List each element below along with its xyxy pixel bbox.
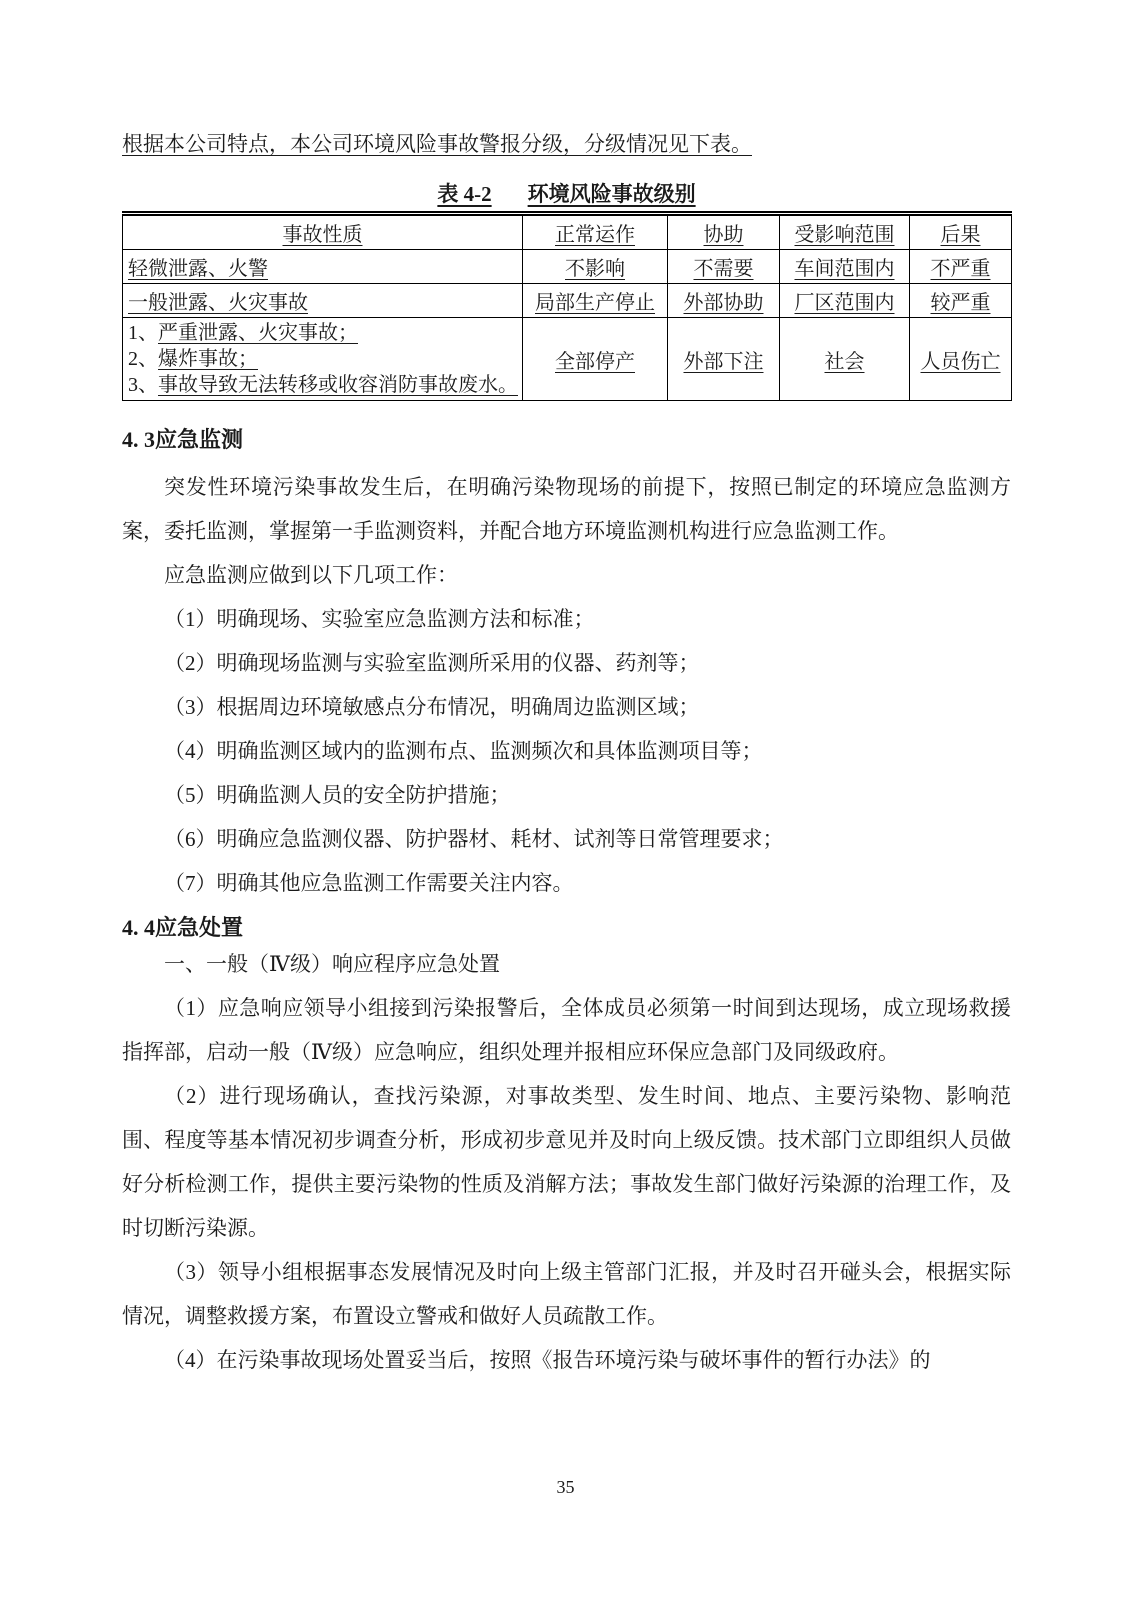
section-4-3-heading [122, 426, 1011, 454]
cell-nature: 轻微泄露、火警 [123, 250, 523, 284]
response-step-1: （1）应急响应领导小组接到污染报警后，全体成员必须第一时间到达现场，成立现场救援指挥部，启动一般（Ⅳ级）应急响应，组织处理并报相应环保应急部门及同级政府。 [122, 996, 1011, 1064]
table-row [123, 318, 1012, 401]
cell-scope: 车间范围内 [780, 250, 910, 284]
response-step-4: （4）在污染事故现场处置妥当后，按照《报告环境污染与破坏事件的暂行办法》的 [164, 1348, 931, 1372]
table-row [123, 250, 1012, 284]
nature-list-item: 2、爆炸事故； [128, 348, 258, 370]
cell-scope: 社会 [780, 318, 910, 401]
cell-nature-list [123, 318, 523, 401]
risk-level-table [122, 211, 1012, 401]
header-normal-operation: 正常运作 [523, 214, 668, 250]
section-4-4-title: 应急处置 [155, 915, 244, 940]
nature-list-item: 1、严重泄露、火灾事故； [128, 322, 358, 344]
response-step-3: （3）领导小组根据事态发展情况及时向上级主管部门汇报，并及时召开碰头会，根据实际情况，调整救援方案，布置设立警戒和做好人员疏散工作。 [122, 1260, 1011, 1328]
intro-paragraph [122, 122, 1011, 166]
cell-nature: 一般泄露、火灾事故 [123, 284, 523, 318]
response-step-2: （2）进行现场确认，查找污染源，对事故类型、发生时间、地点、主要污染物、影响范围、程度等基本情况初步调查分析，形成初步意见并及时向上级反馈。技术部门立即组织人员做好分析检测工作，提供主要污染物的性质及消解方法；事故发生部门做好污染源的治理工作，及时切断污染源。 [122, 1084, 1011, 1240]
cell-consequence: 人员伤亡 [910, 318, 1012, 401]
cell-assist: 不需要 [668, 250, 780, 284]
section-4-3-lead-in: 应急监测应做到以下几项工作： [164, 563, 458, 587]
cell-assist: 外部协助 [668, 284, 780, 318]
table-caption-inner [437, 182, 695, 206]
header-accident-nature: 事故性质 [123, 214, 523, 250]
intro-text: 根据本公司特点，本公司环境风险事故警报分级，分级情况见下表。 [122, 132, 752, 156]
cell-operation: 局部生产停止 [523, 284, 668, 318]
page-content [122, 122, 1011, 1382]
table-caption [122, 180, 1011, 208]
monitoring-item-7: （7）明确其他应急监测工作需要关注内容。 [164, 871, 574, 895]
monitoring-item-5: （5）明确监测人员的安全防护措施； [164, 783, 511, 807]
section-4-3-title: 应急监测 [155, 427, 244, 452]
header-consequence: 后果 [910, 214, 1012, 250]
table-caption-title: 环境风险事故级别 [527, 182, 696, 206]
cell-consequence: 不严重 [910, 250, 1012, 284]
monitoring-item-2: （2）明确现场监测与实验室监测所采用的仪器、药剂等； [164, 651, 700, 675]
table-caption-label: 表 4-2 [437, 182, 492, 206]
header-assistance: 协助 [668, 214, 780, 250]
table-header-row [123, 214, 1012, 250]
page-number: 35 [556, 1477, 575, 1497]
monitoring-item-3: （3）根据周边环境敏感点分布情况，明确周边监测区域； [164, 695, 700, 719]
monitoring-item-6: （6）明确应急监测仪器、防护器材、耗材、试剂等日常管理要求； [164, 827, 784, 851]
header-affected-scope: 受影响范围 [780, 214, 910, 250]
monitoring-item-1: （1）明确现场、实验室应急监测方法和标准； [164, 607, 595, 631]
section-4-3-paragraph: 突发性环境污染事故发生后，在明确污染物现场的前提下，按照已制定的环境应急监测方案，委托监测，掌握第一手监测资料，并配合地方环境监测机构进行应急监测工作。 [122, 475, 1011, 543]
cell-consequence: 较严重 [910, 284, 1012, 318]
section-4-4-subtitle: 一、一般（Ⅳ级）响应程序应急处置 [164, 952, 500, 976]
cell-operation: 不影响 [523, 250, 668, 284]
cell-scope: 厂区范围内 [780, 284, 910, 318]
monitoring-item-4: （4）明确监测区域内的监测布点、监测频次和具体监测项目等； [164, 739, 763, 763]
table-row [123, 284, 1012, 318]
cell-operation: 全部停产 [523, 318, 668, 401]
section-4-4-number: 4. 4 [122, 915, 155, 940]
section-4-4-heading [122, 914, 1011, 942]
cell-assist: 外部下注 [668, 318, 780, 401]
nature-list-item: 3、事故导致无法转移或收容消防事故废水。 [128, 374, 518, 396]
section-4-3-number: 4. 3 [122, 427, 155, 452]
